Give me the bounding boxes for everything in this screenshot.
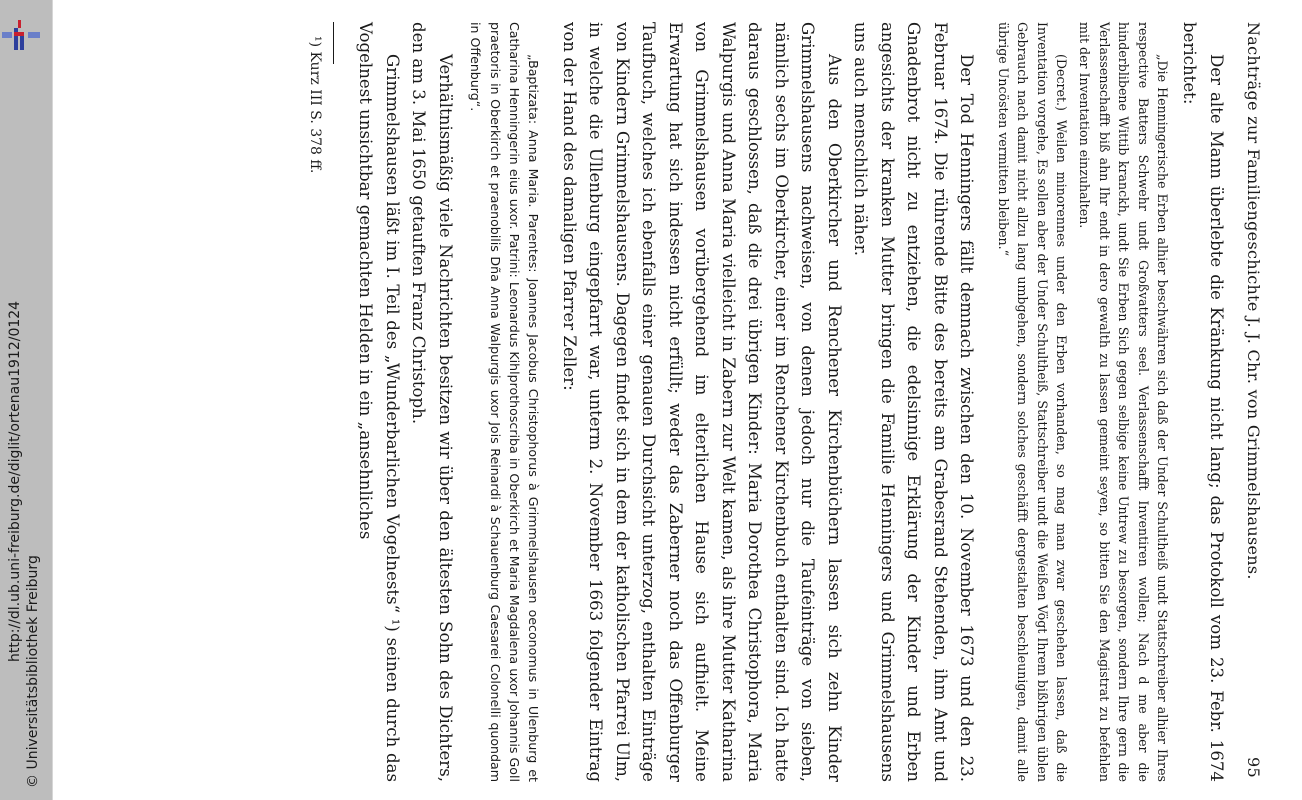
page-number: 95: [1244, 757, 1263, 778]
page-text-block: [253, 22, 1263, 782]
paragraph-eldest-son: Verhältnismäßig viele Nachrichten besitzen wir über den ältesten Sohn des Dichters, den am 3. Mai 1650 getauften Franz Christoph.: [409, 22, 455, 782]
source-url[interactable]: http://dl.ub.uni-freiburg.de/diglit/ortenau1912/0124: [7, 300, 23, 662]
footnote: ¹) Kurz III S. 378 ff.: [306, 36, 323, 174]
scanned-page: [52, 0, 1302, 800]
baptism-record: „Baptizata: Anna Maria. Parentes: Joannes Jacobus Christophorus à Grimmelshausen oeconomus in Ulenburg et Catharina Henningerin eius uxor. Patrini: Leonardus Kihlprothoscriba in Oberkirch et Maria Magdalena uxor Johannis Goll praetoris in Oberkirch et praenobilis Dña Anna Walpurgis uxor Jois Reinardi à Schauenburg Caesarei Colonelli quondam in Offenburg“.: [468, 22, 542, 782]
page-header: [1229, 22, 1263, 782]
copyright-notice: © Universitätsbibliothek Freiburg: [25, 555, 41, 788]
decree-quote: (Decret.) Weilen minorennes under den Erben vorhanden, so mag man zwar geschehen lassen, daß die Inventation vorgehe, Es sollen aber der Under Schultheiß, Stattschreiber undt die Weißen Vögt Ihrem bißhrigen üblen Gebrauch nach damit nicht allzu lang umbgehen, sondern solches geschäfft dergestalten beschleunigen, damit alle übrige Uncösten vermitten bleiben.“: [995, 22, 1069, 782]
protocol-quote: „Die Henningerische Erben alhier beschwähren sich daß der Under Schultheiß undt Stattschreiber alhier Ihres respective Batters Schwehr undt Großvatters seel. Verlassenschafft Inventiren wollen; Nach d me aber die hinderblibene Wittib kranckh, undt Sie Erben Sich gegen selbige keine Untrew zu besorgen, sondern Ihre gern die Verlassenschafft biß ahn Ihr endt in dero gewalth zu lassen gemeint seyen, so bitten Sie den Magistrat zu befehlen mit der Inventation einzuhalten.: [1077, 22, 1170, 782]
paragraph-children: Aus den Oberkircher und Renchener Kirchenbüchern lassen sich zehn Kinder Grimmelshausens nachweisen, von denen jedoch nur die Taufeinträge von sieben, nämlich sechs im Oberkircher, einer im Renchener Kirchenbuch enthalten sind. Ich hatte daraus geschlossen, daß die drei übrigen Kinder: Maria Dorothea Christophora, Maria Walpurgis und Anna Maria vielleicht in Zabern zur Welt kamen, als ihre Mutter Katharina von Grimmelshausen vorübergehend im elterlichen Hause sich aufhielt. Meine Erwartung hat sich indessen nicht erfüllt; weder das Zaberner noch das Offenburger Taufbuch, welches ich ebenfalls einer genauen Durchsicht unterzog, enthalten Einträge von Kindern Grimmelshausens. Dagegen findet sich in dem der katholischen Pfarrei Ulm, in welche die Ullenburg eingepfarrt war, unterm 2. November 1663 folgender Eintrag von der Hand des damaligen Pfarrer Zeller:: [559, 22, 844, 782]
running-head: Nachträge zur Familiengeschichte J. J. Chr. von Grimmelshausens.: [1244, 22, 1263, 580]
source-citation: [0, 0, 52, 800]
footnote-rule: [333, 22, 334, 64]
paragraph-intro: Der alte Mann überlebte die Kränkung nicht lang; das Protokoll vom 23. Febr. 1674 berichtet:: [1180, 22, 1226, 782]
viewer-sidebar: [0, 0, 52, 800]
paragraph-death-date: Der Tod Henningers fällt demnach zwischen den 10. November 1673 und den 23. Februar 1674. Die rührende Bitte des bereits am Grabesrand Stehenden, ihm Amt und Gnadenbrot nicht zu entziehen, die edelsinnige Erklärung der Kinder und Erben angesichts der kranken Mutter bringen die Familie Henningers und Grimmelshausens uns auch menschlich näher.: [851, 22, 977, 782]
paragraph-vogelnest: Grimmelshausen läßt im I. Teil des „Wunderbarlichen Vogelnests“ ¹) seinen durch das Vogelnest unsichtbar gemachten Helden in ein „ansehnliches: [356, 22, 402, 782]
